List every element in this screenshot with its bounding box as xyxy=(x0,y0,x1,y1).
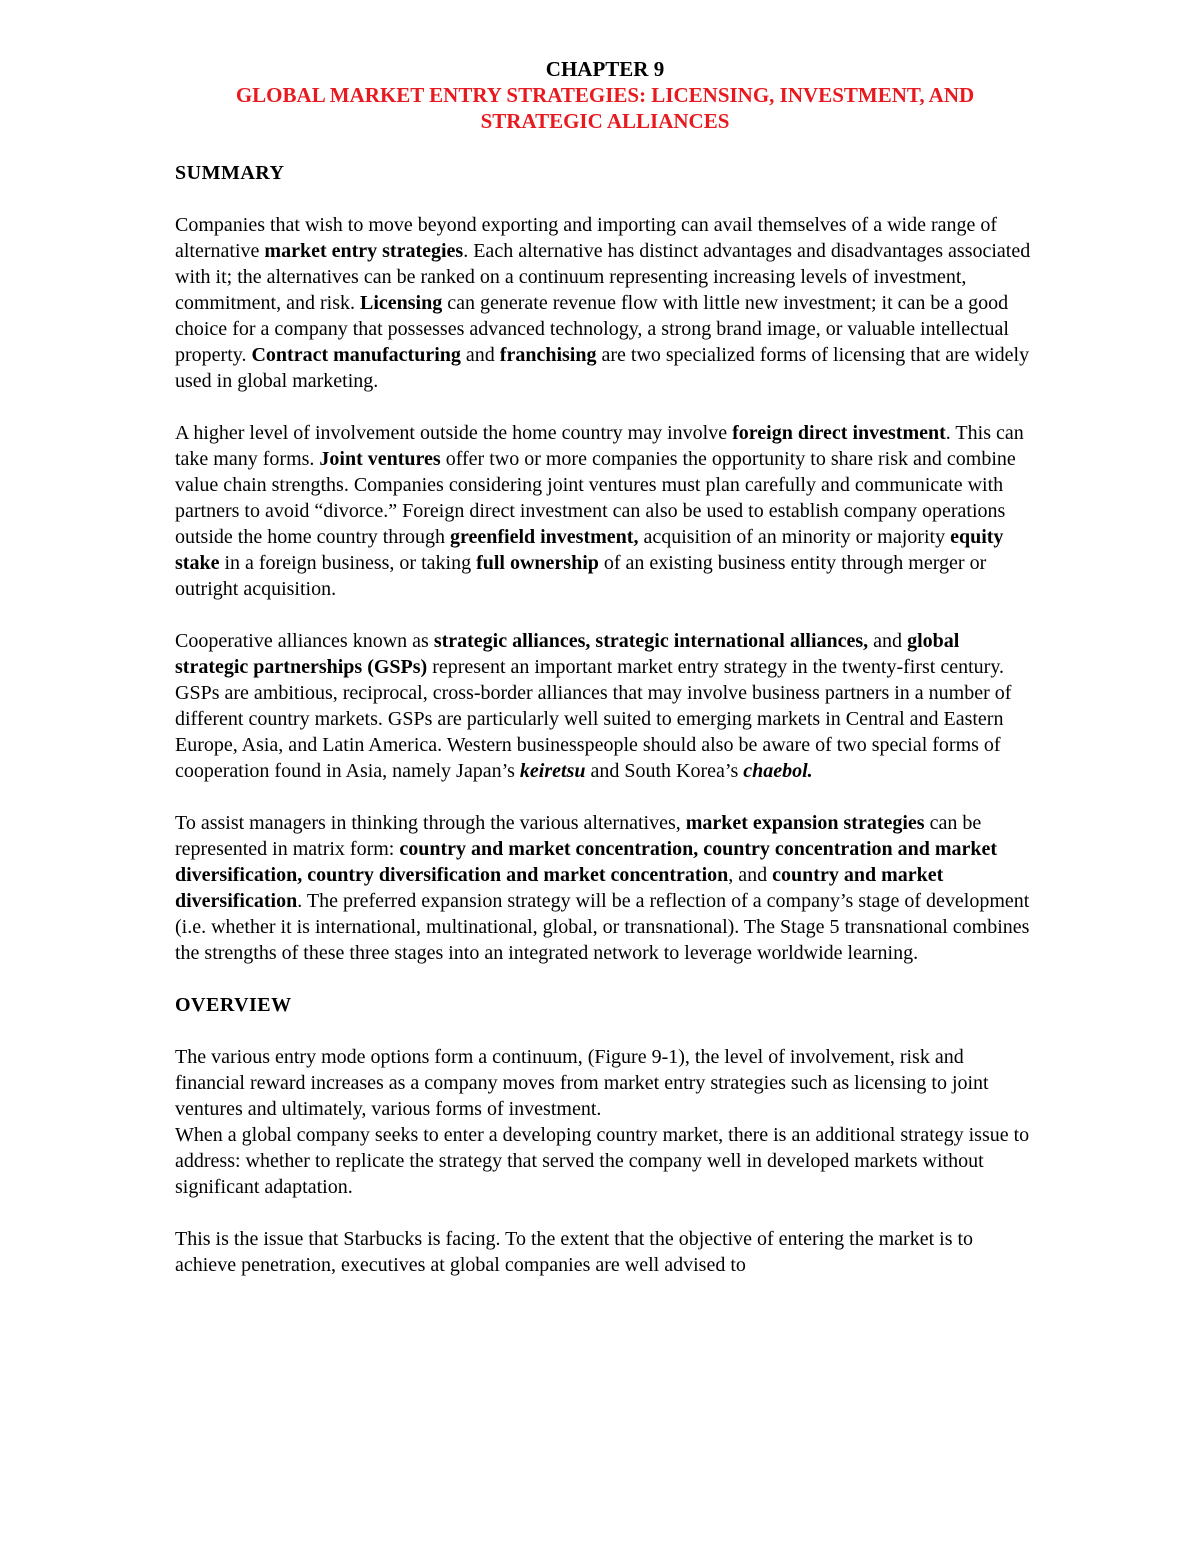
document-page xyxy=(175,56,1035,1304)
term-market-entry-strategies: market entry strategies xyxy=(264,240,464,262)
term-keiretsu: keiretsu xyxy=(519,760,586,782)
chapter-title-line2: STRATEGIC ALLIANCES xyxy=(480,109,730,133)
term-chaebol: chaebol. xyxy=(743,760,813,782)
term-country-market-diversification: country and market diversification xyxy=(175,864,944,912)
summary-heading: SUMMARY xyxy=(175,162,285,184)
term-equity-stake: equity stake xyxy=(175,526,1004,574)
chapter-number: CHAPTER 9 xyxy=(545,57,665,81)
summary-paragraph-2: A higher level of involvement outside the home country may involve foreign direct investment. This can take many forms. Joint ventures offer two or more companies the opportunity to share risk and combine value chain strengths. Companies considering joint ventures must plan carefully and communicate with partners to avoid “divorce.” Foreign direct investment can also be used to establish company operations outside the home country through greenfield investment, acquisition of an minority or majority equity stake in a foreign business, or taking full ownership of an existing business entity through merger or outright acquisition. xyxy=(175,422,1024,600)
term-contract-manufacturing: Contract manufacturing xyxy=(251,344,461,366)
term-foreign-direct-investment: foreign direct investment xyxy=(732,422,946,444)
summary-paragraph-3: Cooperative alliances known as strategic alliances, strategic international alliances, and global strategic partnerships (GSPs) represent an important market entry strategy in the twenty-first century. GSPs are ambitious, reciprocal, cross-border alliances that may involve business partners in a number of different country markets. GSPs are particularly well suited to emerging markets in Central and Eastern Europe, Asia, and Latin America. Western businesspeople should also be aware of two special forms of cooperation found in Asia, namely Japan’s keiretsu and South Korea’s chaebol. xyxy=(175,630,1012,782)
overview-paragraph-1: The various entry mode options form a continuum, (Figure 9-1), the level of involvement, risk and financial reward increases as a company moves from market entry strategies such as licensing to joint ventures and ultimately, various forms of investment. xyxy=(175,1046,989,1120)
summary-paragraph-4: To assist managers in thinking through the various alternatives, market expansion strategies can be represented in matrix form: country and market concentration, country concentration and market diversification, country diversification and market concentration, and country and market diversification. The preferred expansion strategy will be a reflection of a company’s stage of development (i.e. whether it is international, multinational, global, or transnational). The Stage 5 transnational combines the strengths of these three stages into an integrated network to leverage worldwide learning. xyxy=(175,812,1030,964)
term-greenfield-investment: greenfield investment, xyxy=(449,526,639,548)
term-joint-ventures: Joint ventures xyxy=(319,448,441,470)
chapter-title-line1: GLOBAL MARKET ENTRY STRATEGIES: LICENSING, INVESTMENT, AND xyxy=(235,83,975,107)
summary-paragraph-1: Companies that wish to move beyond exporting and importing can avail themselves of a wide range of alternative market entry strategies. Each alternative has distinct advantages and disadvantages associated with it; the alternatives can be ranked on a continuum representing increasing levels of investment, commitment, and risk. Licensing can generate revenue flow with little new investment; it can be a good choice for a company that possesses advanced technology, a strong brand image, or valuable intellectual property. Contract manufacturing and franchising are two specialized forms of licensing that are widely used in global marketing. xyxy=(175,214,1031,392)
overview-paragraph-3: This is the issue that Starbucks is facing. To the extent that the objective of entering the market is to achieve penetration, executives at global companies are well advised to xyxy=(175,1228,974,1276)
term-market-expansion-strategies: market expansion strategies xyxy=(685,812,925,834)
term-franchising: franchising xyxy=(499,344,597,366)
term-licensing: Licensing xyxy=(359,292,443,314)
overview-heading: OVERVIEW xyxy=(175,994,292,1016)
term-gsps: global strategic partnerships (GSPs) xyxy=(175,630,960,678)
term-strategic-alliances: strategic alliances, strategic international alliances, xyxy=(433,630,869,652)
term-full-ownership: full ownership xyxy=(476,552,599,574)
term-matrix-strategies: country and market concentration, country concentration and market diversification, country diversification and market concentration xyxy=(175,838,998,886)
overview-paragraph-2: When a global company seeks to enter a developing country market, there is an additional strategy issue to address: whether to replicate the strategy that served the company well in developed markets without significant adaptation. xyxy=(175,1124,1030,1198)
chapter-title xyxy=(175,82,1035,134)
